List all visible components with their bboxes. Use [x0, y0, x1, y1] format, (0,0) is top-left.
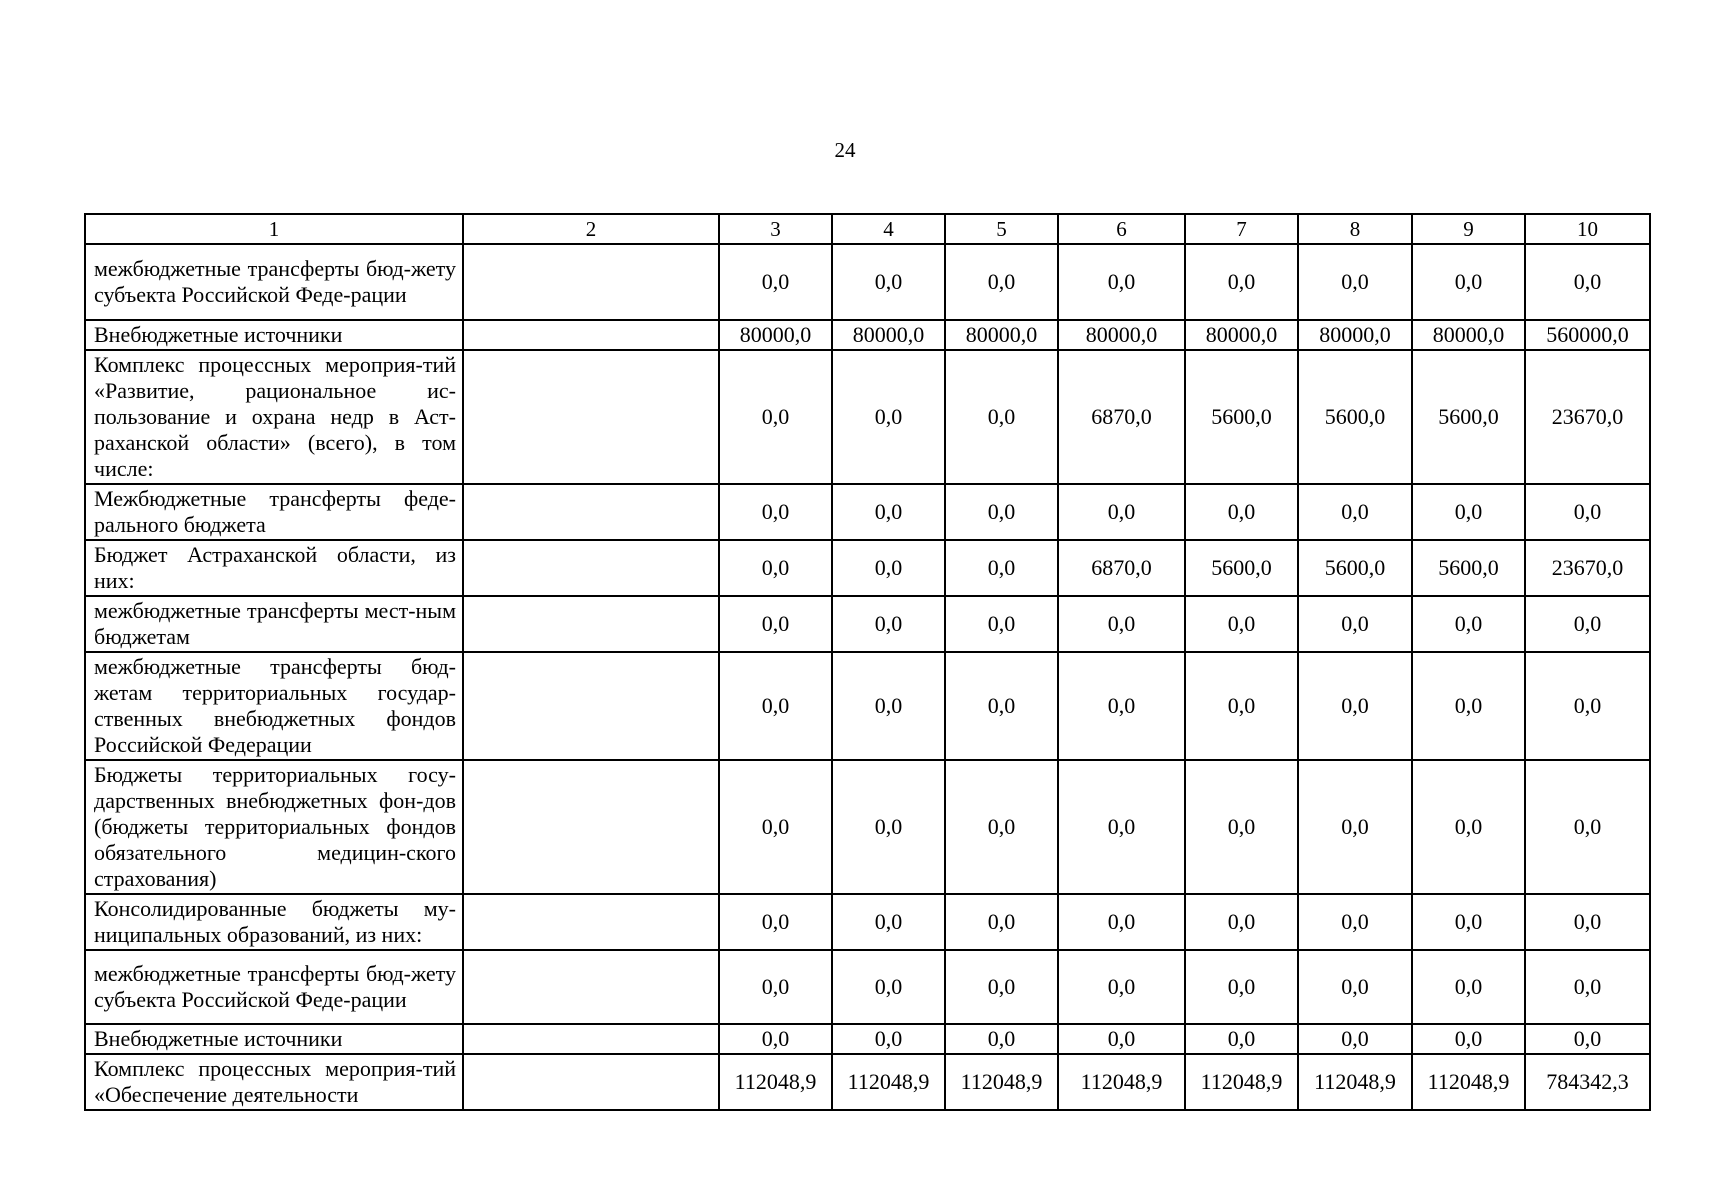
value-cell-col-10: 0,0 — [1525, 484, 1650, 540]
value-cell-col-4: 0,0 — [832, 950, 945, 1024]
value-cell-col-6: 112048,9 — [1058, 1054, 1185, 1110]
value-cell-col-4: 0,0 — [832, 1024, 945, 1054]
row-label: Внебюджетные источники — [85, 1024, 463, 1054]
table-row — [85, 1024, 1650, 1054]
value-cell-col-8: 5600,0 — [1298, 350, 1412, 484]
value-cell-col-4: 0,0 — [832, 760, 945, 894]
header-row — [85, 214, 1650, 244]
row-label: Бюджет Астраханской области, из них: — [85, 540, 463, 596]
value-cell-col-6: 0,0 — [1058, 596, 1185, 652]
row-column-2-cell — [463, 596, 719, 652]
value-cell-col-3: 0,0 — [719, 1024, 832, 1054]
value-cell-col-8: 112048,9 — [1298, 1054, 1412, 1110]
value-cell-col-4: 0,0 — [832, 350, 945, 484]
value-cell-col-6: 80000,0 — [1058, 320, 1185, 350]
row-label: Комплекс процессных мероприя-тий «Развитие, рациональное ис-пользование и охрана недр в Аст-раханской области» (всего), в том числе: — [85, 350, 463, 484]
value-cell-col-9: 5600,0 — [1412, 350, 1525, 484]
value-cell-col-9: 0,0 — [1412, 484, 1525, 540]
value-cell-col-10: 23670,0 — [1525, 540, 1650, 596]
table-row — [85, 760, 1650, 894]
value-cell-col-10: 0,0 — [1525, 950, 1650, 1024]
row-label: Бюджеты территориальных госу-дарственных внебюджетных фон-дов (бюджеты территориальных фондов обязательного медицин-ского страхования) — [85, 760, 463, 894]
value-cell-col-8: 0,0 — [1298, 244, 1412, 320]
row-column-2-cell — [463, 894, 719, 950]
row-label: Внебюджетные источники — [85, 320, 463, 350]
row-label: Консолидированные бюджеты му-ниципальных образований, из них: — [85, 894, 463, 950]
value-cell-col-4: 0,0 — [832, 894, 945, 950]
value-cell-col-3: 0,0 — [719, 760, 832, 894]
value-cell-col-6: 6870,0 — [1058, 540, 1185, 596]
value-cell-col-9: 80000,0 — [1412, 320, 1525, 350]
column-header-4: 4 — [832, 214, 945, 244]
value-cell-col-10: 0,0 — [1525, 244, 1650, 320]
value-cell-col-9: 0,0 — [1412, 244, 1525, 320]
value-cell-col-9: 112048,9 — [1412, 1054, 1525, 1110]
value-cell-col-6: 0,0 — [1058, 894, 1185, 950]
value-cell-col-7: 112048,9 — [1185, 1054, 1298, 1110]
value-cell-col-10: 0,0 — [1525, 894, 1650, 950]
value-cell-col-4: 0,0 — [832, 652, 945, 760]
value-cell-col-3: 0,0 — [719, 484, 832, 540]
value-cell-col-10: 784342,3 — [1525, 1054, 1650, 1110]
value-cell-col-5: 0,0 — [945, 760, 1058, 894]
value-cell-col-8: 0,0 — [1298, 652, 1412, 760]
row-label: межбюджетные трансферты бюд-жетам территориальных государ-ственных внебюджетных фондов Российской Федерации — [85, 652, 463, 760]
value-cell-col-8: 5600,0 — [1298, 540, 1412, 596]
value-cell-col-8: 0,0 — [1298, 894, 1412, 950]
column-header-8: 8 — [1298, 214, 1412, 244]
value-cell-col-3: 0,0 — [719, 350, 832, 484]
value-cell-col-10: 0,0 — [1525, 596, 1650, 652]
value-cell-col-10: 23670,0 — [1525, 350, 1650, 484]
value-cell-col-9: 0,0 — [1412, 652, 1525, 760]
value-cell-col-9: 0,0 — [1412, 894, 1525, 950]
value-cell-col-10: 0,0 — [1525, 760, 1650, 894]
row-column-2-cell — [463, 540, 719, 596]
value-cell-col-8: 0,0 — [1298, 1024, 1412, 1054]
table-row — [85, 484, 1650, 540]
value-cell-col-6: 0,0 — [1058, 1024, 1185, 1054]
value-cell-col-5: 0,0 — [945, 540, 1058, 596]
column-header-3: 3 — [719, 214, 832, 244]
value-cell-col-7: 80000,0 — [1185, 320, 1298, 350]
value-cell-col-9: 0,0 — [1412, 1024, 1525, 1054]
value-cell-col-7: 0,0 — [1185, 1024, 1298, 1054]
value-cell-col-5: 80000,0 — [945, 320, 1058, 350]
value-cell-col-5: 0,0 — [945, 894, 1058, 950]
value-cell-col-7: 0,0 — [1185, 484, 1298, 540]
value-cell-col-5: 0,0 — [945, 950, 1058, 1024]
value-cell-col-6: 0,0 — [1058, 484, 1185, 540]
table-row — [85, 540, 1650, 596]
value-cell-col-7: 0,0 — [1185, 760, 1298, 894]
value-cell-col-7: 0,0 — [1185, 652, 1298, 760]
page-number: 24 — [834, 138, 856, 162]
row-label: Комплекс процессных мероприя-тий «Обеспечение деятельности — [85, 1054, 463, 1110]
value-cell-col-3: 112048,9 — [719, 1054, 832, 1110]
row-column-2-cell — [463, 950, 719, 1024]
value-cell-col-3: 0,0 — [719, 596, 832, 652]
table-row — [85, 950, 1650, 1024]
value-cell-col-9: 0,0 — [1412, 760, 1525, 894]
table-row — [85, 652, 1650, 760]
value-cell-col-7: 0,0 — [1185, 894, 1298, 950]
value-cell-col-7: 5600,0 — [1185, 540, 1298, 596]
value-cell-col-8: 0,0 — [1298, 950, 1412, 1024]
row-label: Межбюджетные трансферты феде-рального бюджета — [85, 484, 463, 540]
value-cell-col-7: 5600,0 — [1185, 350, 1298, 484]
value-cell-col-5: 0,0 — [945, 596, 1058, 652]
value-cell-col-3: 0,0 — [719, 244, 832, 320]
value-cell-col-5: 0,0 — [945, 244, 1058, 320]
row-column-2-cell — [463, 484, 719, 540]
row-label: межбюджетные трансферты бюд-жету субъекта Российской Феде-рации — [85, 244, 463, 320]
row-label: межбюджетные трансферты мест-ным бюджетам — [85, 596, 463, 652]
column-header-10: 10 — [1525, 214, 1650, 244]
table-row — [85, 320, 1650, 350]
value-cell-col-7: 0,0 — [1185, 596, 1298, 652]
row-column-2-cell — [463, 1024, 719, 1054]
value-cell-col-6: 0,0 — [1058, 950, 1185, 1024]
value-cell-col-4: 0,0 — [832, 484, 945, 540]
value-cell-col-3: 0,0 — [719, 950, 832, 1024]
table-body — [85, 244, 1650, 1110]
column-header-6: 6 — [1058, 214, 1185, 244]
value-cell-col-5: 0,0 — [945, 1024, 1058, 1054]
column-header-5: 5 — [945, 214, 1058, 244]
column-header-1: 1 — [85, 214, 463, 244]
table-row — [85, 350, 1650, 484]
value-cell-col-10: 0,0 — [1525, 1024, 1650, 1054]
column-header-7: 7 — [1185, 214, 1298, 244]
value-cell-col-3: 0,0 — [719, 540, 832, 596]
value-cell-col-4: 80000,0 — [832, 320, 945, 350]
value-cell-col-8: 0,0 — [1298, 596, 1412, 652]
value-cell-col-7: 0,0 — [1185, 950, 1298, 1024]
column-header-9: 9 — [1412, 214, 1525, 244]
value-cell-col-4: 0,0 — [832, 540, 945, 596]
row-label: межбюджетные трансферты бюд-жету субъекта Российской Феде-рации — [85, 950, 463, 1024]
value-cell-col-9: 0,0 — [1412, 596, 1525, 652]
row-column-2-cell — [463, 652, 719, 760]
row-column-2-cell — [463, 760, 719, 894]
table-row — [85, 244, 1650, 320]
value-cell-col-6: 0,0 — [1058, 244, 1185, 320]
value-cell-col-3: 80000,0 — [719, 320, 832, 350]
value-cell-col-10: 0,0 — [1525, 652, 1650, 760]
budget-table — [84, 213, 1651, 1111]
row-column-2-cell — [463, 1054, 719, 1110]
value-cell-col-5: 0,0 — [945, 652, 1058, 760]
value-cell-col-6: 0,0 — [1058, 760, 1185, 894]
value-cell-col-6: 6870,0 — [1058, 350, 1185, 484]
value-cell-col-6: 0,0 — [1058, 652, 1185, 760]
row-column-2-cell — [463, 244, 719, 320]
value-cell-col-4: 112048,9 — [832, 1054, 945, 1110]
value-cell-col-3: 0,0 — [719, 652, 832, 760]
value-cell-col-8: 80000,0 — [1298, 320, 1412, 350]
row-column-2-cell — [463, 350, 719, 484]
value-cell-col-5: 0,0 — [945, 350, 1058, 484]
value-cell-col-3: 0,0 — [719, 894, 832, 950]
table-row — [85, 894, 1650, 950]
value-cell-col-4: 0,0 — [832, 244, 945, 320]
value-cell-col-8: 0,0 — [1298, 760, 1412, 894]
table-row — [85, 596, 1650, 652]
value-cell-col-5: 112048,9 — [945, 1054, 1058, 1110]
row-column-2-cell — [463, 320, 719, 350]
table-row — [85, 1054, 1650, 1110]
value-cell-col-4: 0,0 — [832, 596, 945, 652]
value-cell-col-9: 0,0 — [1412, 950, 1525, 1024]
column-header-2: 2 — [463, 214, 719, 244]
value-cell-col-8: 0,0 — [1298, 484, 1412, 540]
value-cell-col-7: 0,0 — [1185, 244, 1298, 320]
value-cell-col-10: 560000,0 — [1525, 320, 1650, 350]
value-cell-col-9: 5600,0 — [1412, 540, 1525, 596]
value-cell-col-5: 0,0 — [945, 484, 1058, 540]
